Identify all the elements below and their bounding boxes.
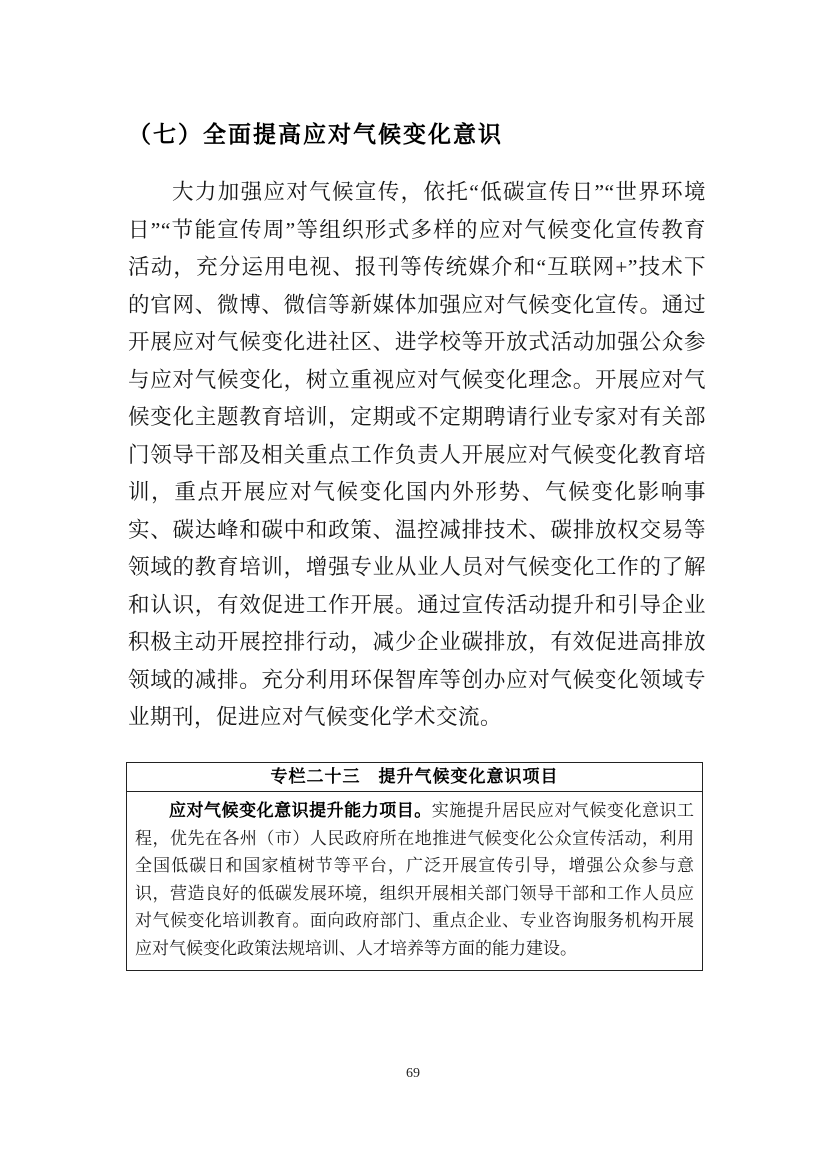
callout-box bbox=[126, 762, 703, 971]
body-paragraph: 大力加强应对气候宣传，依托“低碳宣传日”“世界环境日”“节能宣传周”等组织形式多样的应对气候变化宣传教育活动，充分运用电视、报刊等传统媒介和“互联网+”技术下的官网、微博、微信等新媒体加强应对气候变化宣传。通过开展应对气候变化进社区、进学校等开放式活动加强公众参与应对气候变化，树立重视应对气候变化理念。开展应对气候变化主题教育培训，定期或不定期聘请行业专家对有关部门领导干部及相关重点工作负责人开展应对气候变化教育培训，重点开展应对气候变化国内外形势、气候变化影响事实、碳达峰和碳中和政策、温控减排技术、碳排放权交易等领域的教育培训，增强专业从业人员对气候变化工作的了解和认识，有效促进工作开展。通过宣传活动提升和引导企业积极主动开展控排行动，减少企业碳排放，有效促进高排放领域的减排。充分利用环保智库等创办应对气候变化领域专业期刊，促进应对气候变化学术交流。 bbox=[128, 180, 706, 729]
callout-box-title: 专栏二十三 提升气候变化意识项目 bbox=[127, 763, 702, 792]
callout-box-lead: 应对气候变化意识提升能力项目。 bbox=[169, 801, 432, 820]
section-heading: （七）全面提高应对气候变化意识 bbox=[128, 122, 503, 147]
callout-box-text: 实施提升居民应对气候变化意识工程，优先在各州（市）人民政府所在地推进气候变化公众宣传活动，利用全国低碳日和国家植树节等平台，广泛开展宣传引导，增强公众参与意识，营造良好的低碳发展环境，组织开展相关部门领导干部和工作人员应对气候变化培训教育。面向政府部门、重点企业、专业咨询服务机构开展应对气候变化政策法规培训、人才培养等方面的能力建设。 bbox=[135, 801, 695, 958]
callout-box-body bbox=[127, 792, 702, 970]
page-number: 69 bbox=[406, 1066, 420, 1081]
